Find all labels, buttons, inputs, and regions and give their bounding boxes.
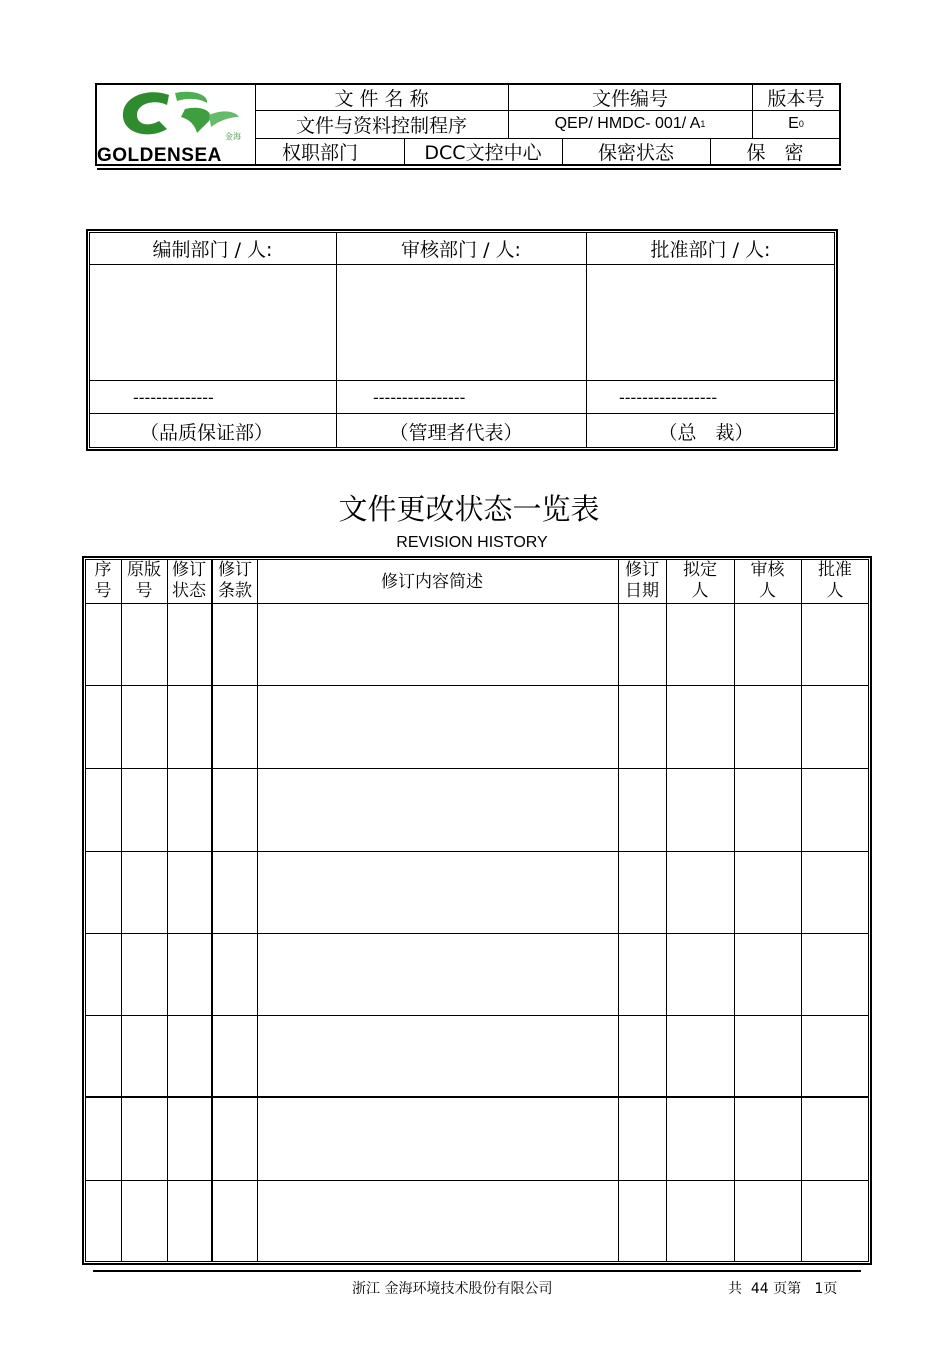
- secrecy-value: 保 密: [746, 142, 804, 164]
- approver-dept: （总 裁）: [658, 421, 754, 444]
- col-header-revision-date: 修订 日期: [625, 560, 659, 601]
- reviewer-dept: （管理者代表）: [389, 421, 523, 444]
- revision-subtitle: REVISION HISTORY: [396, 534, 548, 551]
- reviewer-header: 审核部门 / 人:: [401, 238, 521, 261]
- doc-name: 文件与资料控制程序: [295, 114, 467, 137]
- approver-signature-line: -----------------: [619, 388, 718, 407]
- col-header-revision-clause: 修订 条款: [218, 560, 252, 601]
- col-header-reviewer: 审核 人: [750, 560, 785, 601]
- dept-label: 权职部门: [281, 142, 358, 164]
- footer-company: 浙江 金海环境技术股份有限公司: [352, 1281, 553, 1297]
- company-logo: [97, 85, 255, 165]
- col-header-seq: 序 号: [94, 560, 112, 601]
- compiler-signature-line: --------------: [133, 388, 214, 407]
- version-label: 版本号: [767, 88, 825, 110]
- footer-divider: [93, 1270, 861, 1272]
- footer-page-info: 共 44 页第 1页: [728, 1281, 838, 1297]
- col-header-revision-summary: 修订内容简述: [381, 571, 483, 592]
- doc-number-label: 文件编号: [591, 88, 668, 110]
- col-header-original-version: 原版 号: [127, 560, 161, 601]
- doc-name-label: 文 件 名 称: [334, 88, 429, 110]
- version-number: E 0: [788, 115, 804, 132]
- compiler-header: 编制部门 / 人:: [152, 238, 273, 261]
- col-header-approver: 批准 人: [818, 560, 852, 601]
- compiler-dept: （品质保证部）: [139, 421, 273, 444]
- col-header-revision-status: 修订 状态: [172, 560, 206, 601]
- doc-number: QEP/ HMDC- 001/ A 1: [554, 115, 706, 132]
- secrecy-label: 保密状态: [597, 142, 674, 164]
- dept-value: DCC文控中心: [424, 142, 542, 164]
- reviewer-signature-line: ----------------: [373, 388, 466, 407]
- approver-header: 批准部门 / 人:: [650, 238, 771, 261]
- col-header-drafter: 拟定 人: [683, 560, 717, 601]
- logo-chinese-text: 金海: [225, 132, 241, 141]
- logo-text: GOLDENSEA: [97, 145, 222, 166]
- revision-title: 文件更改状态一览表: [338, 491, 600, 526]
